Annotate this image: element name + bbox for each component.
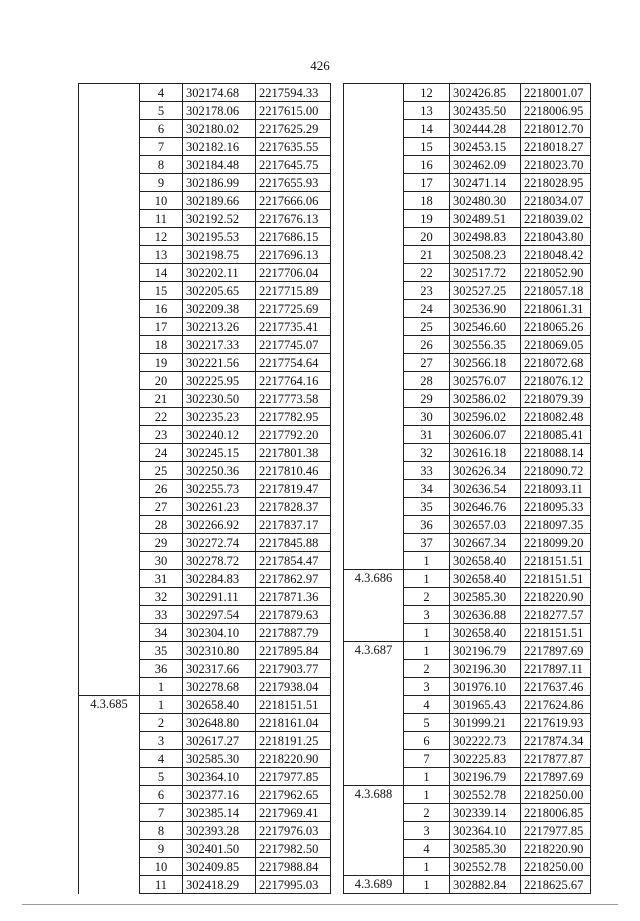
point-number: 8 — [140, 822, 183, 840]
point-number: 1 — [404, 876, 450, 894]
point-number: 24 — [404, 300, 450, 318]
point-number: 27 — [404, 354, 450, 372]
y-coordinate: 2218052.90 — [521, 264, 591, 282]
point-number: 32 — [404, 444, 450, 462]
y-coordinate: 2217624.86 — [521, 696, 591, 714]
section-number: 4.3.688 — [344, 786, 404, 876]
point-number: 29 — [140, 534, 183, 552]
x-coordinate: 302192.52 — [183, 210, 256, 228]
y-coordinate: 2218097.35 — [521, 516, 591, 534]
point-number: 14 — [404, 120, 450, 138]
point-number: 22 — [140, 408, 183, 426]
point-number: 1 — [404, 552, 450, 570]
point-number: 15 — [140, 282, 183, 300]
point-number: 1 — [404, 768, 450, 786]
point-number: 20 — [140, 372, 183, 390]
y-coordinate: 2217969.41 — [256, 804, 331, 822]
x-coordinate: 301965.43 — [450, 696, 521, 714]
x-coordinate: 302240.12 — [183, 426, 256, 444]
point-number: 6 — [140, 786, 183, 804]
table-row — [344, 642, 591, 660]
x-coordinate: 302196.79 — [450, 642, 521, 660]
point-number: 12 — [140, 228, 183, 246]
x-coordinate: 302462.09 — [450, 156, 521, 174]
point-number: 26 — [404, 336, 450, 354]
x-coordinate: 302213.26 — [183, 318, 256, 336]
x-coordinate: 302658.40 — [183, 696, 256, 714]
x-coordinate: 302517.72 — [450, 264, 521, 282]
point-number: 13 — [140, 246, 183, 264]
point-number: 22 — [404, 264, 450, 282]
y-coordinate: 2218061.31 — [521, 300, 591, 318]
point-number: 4 — [404, 696, 450, 714]
y-coordinate: 2218072.68 — [521, 354, 591, 372]
x-coordinate: 302217.33 — [183, 336, 256, 354]
x-coordinate: 302498.83 — [450, 228, 521, 246]
x-coordinate: 302339.14 — [450, 804, 521, 822]
point-number: 9 — [140, 840, 183, 858]
x-coordinate: 302648.80 — [183, 714, 256, 732]
point-number: 31 — [140, 570, 183, 588]
x-coordinate: 302272.74 — [183, 534, 256, 552]
x-coordinate: 302657.03 — [450, 516, 521, 534]
point-number: 16 — [404, 156, 450, 174]
point-number: 31 — [404, 426, 450, 444]
y-coordinate: 2218250.00 — [521, 786, 591, 804]
point-number: 30 — [140, 552, 183, 570]
y-coordinate: 2218093.11 — [521, 480, 591, 498]
point-number: 29 — [404, 390, 450, 408]
y-coordinate: 2218220.90 — [521, 840, 591, 858]
point-number: 1 — [140, 678, 183, 696]
x-coordinate: 302196.79 — [450, 768, 521, 786]
y-coordinate: 2217976.03 — [256, 822, 331, 840]
y-coordinate: 2217977.85 — [521, 822, 591, 840]
y-coordinate: 2217782.95 — [256, 408, 331, 426]
y-coordinate: 2217645.75 — [256, 156, 331, 174]
x-coordinate: 302317.66 — [183, 660, 256, 678]
y-coordinate: 2217854.47 — [256, 552, 331, 570]
x-coordinate: 302617.27 — [183, 732, 256, 750]
y-coordinate: 2217594.33 — [256, 84, 331, 102]
y-coordinate: 2217637.46 — [521, 678, 591, 696]
point-number: 30 — [404, 408, 450, 426]
y-coordinate: 2217862.97 — [256, 570, 331, 588]
x-coordinate: 302250.36 — [183, 462, 256, 480]
x-coordinate: 302221.56 — [183, 354, 256, 372]
y-coordinate: 2217819.47 — [256, 480, 331, 498]
point-number: 8 — [140, 156, 183, 174]
x-coordinate: 301976.10 — [450, 678, 521, 696]
y-coordinate: 2218057.18 — [521, 282, 591, 300]
y-coordinate: 2217962.65 — [256, 786, 331, 804]
x-coordinate: 302585.30 — [450, 840, 521, 858]
x-coordinate: 302636.54 — [450, 480, 521, 498]
x-coordinate: 302304.10 — [183, 624, 256, 642]
y-coordinate: 2218151.51 — [521, 552, 591, 570]
y-coordinate: 2218076.12 — [521, 372, 591, 390]
x-coordinate: 302658.40 — [450, 570, 521, 588]
table-row — [344, 786, 591, 804]
point-number: 21 — [140, 390, 183, 408]
point-number: 36 — [140, 660, 183, 678]
point-number: 4 — [140, 84, 183, 102]
point-number: 7 — [140, 804, 183, 822]
y-coordinate: 2217666.06 — [256, 192, 331, 210]
point-number: 25 — [404, 318, 450, 336]
point-number: 28 — [140, 516, 183, 534]
point-number: 2 — [404, 588, 450, 606]
y-coordinate: 2217845.88 — [256, 534, 331, 552]
point-number: 17 — [140, 318, 183, 336]
x-coordinate: 302546.60 — [450, 318, 521, 336]
point-number: 26 — [140, 480, 183, 498]
point-number: 3 — [140, 732, 183, 750]
point-number: 36 — [404, 516, 450, 534]
point-number: 7 — [140, 138, 183, 156]
section-number: 4.3.689 — [344, 876, 404, 894]
coordinate-table-left-body — [79, 84, 331, 894]
y-coordinate: 2218079.39 — [521, 390, 591, 408]
x-coordinate: 302552.78 — [450, 858, 521, 876]
point-number: 17 — [404, 174, 450, 192]
x-coordinate: 302266.92 — [183, 516, 256, 534]
point-number: 1 — [404, 570, 450, 588]
table-row — [79, 696, 331, 714]
y-coordinate: 2218023.70 — [521, 156, 591, 174]
x-coordinate: 302453.15 — [450, 138, 521, 156]
x-coordinate: 302566.18 — [450, 354, 521, 372]
point-number: 10 — [140, 858, 183, 876]
point-number: 24 — [140, 444, 183, 462]
y-coordinate: 2218048.42 — [521, 246, 591, 264]
y-coordinate: 2217792.20 — [256, 426, 331, 444]
y-coordinate: 2217619.93 — [521, 714, 591, 732]
x-coordinate: 302471.14 — [450, 174, 521, 192]
x-coordinate: 302278.68 — [183, 678, 256, 696]
point-number: 19 — [140, 354, 183, 372]
x-coordinate: 302636.88 — [450, 606, 521, 624]
point-number: 34 — [140, 624, 183, 642]
x-coordinate: 302626.34 — [450, 462, 521, 480]
point-number: 5 — [140, 102, 183, 120]
point-number: 1 — [140, 696, 183, 714]
y-coordinate: 2217988.84 — [256, 858, 331, 876]
y-coordinate: 2218625.67 — [521, 876, 591, 894]
y-coordinate: 2218069.05 — [521, 336, 591, 354]
point-number: 35 — [404, 498, 450, 516]
x-coordinate: 302606.07 — [450, 426, 521, 444]
y-coordinate: 2217745.07 — [256, 336, 331, 354]
y-coordinate: 2218006.95 — [521, 102, 591, 120]
point-number: 6 — [140, 120, 183, 138]
x-coordinate: 302508.23 — [450, 246, 521, 264]
point-number: 32 — [140, 588, 183, 606]
x-coordinate: 302182.16 — [183, 138, 256, 156]
y-coordinate: 2217895.84 — [256, 642, 331, 660]
y-coordinate: 2218088.14 — [521, 444, 591, 462]
coordinate-table-right — [343, 83, 591, 894]
table-row — [344, 570, 591, 588]
y-coordinate: 2218220.90 — [256, 750, 331, 768]
point-number: 21 — [404, 246, 450, 264]
coordinate-table-right-body — [344, 84, 591, 894]
x-coordinate: 302174.68 — [183, 84, 256, 102]
y-coordinate: 2218006.85 — [521, 804, 591, 822]
x-coordinate: 302364.10 — [450, 822, 521, 840]
y-coordinate: 2218277.57 — [521, 606, 591, 624]
point-number: 35 — [140, 642, 183, 660]
x-coordinate: 302377.16 — [183, 786, 256, 804]
x-coordinate: 302255.73 — [183, 480, 256, 498]
table-row — [344, 84, 591, 102]
x-coordinate: 302667.34 — [450, 534, 521, 552]
x-coordinate: 302480.30 — [450, 192, 521, 210]
table-row — [79, 84, 331, 102]
point-number: 3 — [404, 678, 450, 696]
x-coordinate: 302882.84 — [450, 876, 521, 894]
x-coordinate: 301999.21 — [450, 714, 521, 732]
x-coordinate: 302297.54 — [183, 606, 256, 624]
x-coordinate: 302585.30 — [183, 750, 256, 768]
point-number: 2 — [404, 804, 450, 822]
point-number: 19 — [404, 210, 450, 228]
point-number: 4 — [404, 840, 450, 858]
section-number — [79, 84, 140, 696]
x-coordinate: 302364.10 — [183, 768, 256, 786]
y-coordinate: 2217903.77 — [256, 660, 331, 678]
y-coordinate: 2218151.51 — [256, 696, 331, 714]
x-coordinate: 302646.76 — [450, 498, 521, 516]
point-number: 25 — [140, 462, 183, 480]
point-number: 12 — [404, 84, 450, 102]
y-coordinate: 2217897.11 — [521, 660, 591, 678]
point-number: 33 — [404, 462, 450, 480]
x-coordinate: 302209.38 — [183, 300, 256, 318]
y-coordinate: 2217877.87 — [521, 750, 591, 768]
section-number: 4.3.687 — [344, 642, 404, 786]
x-coordinate: 302310.80 — [183, 642, 256, 660]
x-coordinate: 302418.29 — [183, 876, 256, 894]
x-coordinate: 302291.11 — [183, 588, 256, 606]
x-coordinate: 302178.06 — [183, 102, 256, 120]
x-coordinate: 302489.51 — [450, 210, 521, 228]
y-coordinate: 2217625.29 — [256, 120, 331, 138]
y-coordinate: 2217879.63 — [256, 606, 331, 624]
x-coordinate: 302180.02 — [183, 120, 256, 138]
x-coordinate: 302552.78 — [450, 786, 521, 804]
point-number: 18 — [140, 336, 183, 354]
x-coordinate: 302184.48 — [183, 156, 256, 174]
x-coordinate: 302225.95 — [183, 372, 256, 390]
y-coordinate: 2218250.00 — [521, 858, 591, 876]
y-coordinate: 2217725.69 — [256, 300, 331, 318]
x-coordinate: 302556.35 — [450, 336, 521, 354]
section-number: 4.3.685 — [79, 696, 140, 894]
point-number: 33 — [140, 606, 183, 624]
point-number: 34 — [404, 480, 450, 498]
x-coordinate: 302576.07 — [450, 372, 521, 390]
x-coordinate: 302401.50 — [183, 840, 256, 858]
x-coordinate: 302444.28 — [450, 120, 521, 138]
x-coordinate: 302230.50 — [183, 390, 256, 408]
section-number — [344, 84, 404, 570]
y-coordinate: 2217837.17 — [256, 516, 331, 534]
y-coordinate: 2217897.69 — [521, 642, 591, 660]
point-number: 3 — [404, 606, 450, 624]
x-coordinate: 302616.18 — [450, 444, 521, 462]
x-coordinate: 302527.25 — [450, 282, 521, 300]
point-number: 2 — [404, 660, 450, 678]
y-coordinate: 2218085.41 — [521, 426, 591, 444]
x-coordinate: 302658.40 — [450, 624, 521, 642]
x-coordinate: 302235.23 — [183, 408, 256, 426]
x-coordinate: 302409.85 — [183, 858, 256, 876]
y-coordinate: 2217655.93 — [256, 174, 331, 192]
point-number: 6 — [404, 732, 450, 750]
point-number: 14 — [140, 264, 183, 282]
x-coordinate: 302225.83 — [450, 750, 521, 768]
y-coordinate: 2218090.72 — [521, 462, 591, 480]
y-coordinate: 2217938.04 — [256, 678, 331, 696]
y-coordinate: 2217706.04 — [256, 264, 331, 282]
point-number: 16 — [140, 300, 183, 318]
y-coordinate: 2218039.02 — [521, 210, 591, 228]
point-number: 3 — [404, 822, 450, 840]
x-coordinate: 302586.02 — [450, 390, 521, 408]
point-number: 1 — [404, 786, 450, 804]
y-coordinate: 2218099.20 — [521, 534, 591, 552]
coordinate-table-left — [78, 83, 331, 894]
y-coordinate: 2217754.64 — [256, 354, 331, 372]
point-number: 2 — [140, 714, 183, 732]
point-number: 11 — [140, 876, 183, 894]
y-coordinate: 2217676.13 — [256, 210, 331, 228]
x-coordinate: 302205.65 — [183, 282, 256, 300]
point-number: 23 — [404, 282, 450, 300]
y-coordinate: 2218043.80 — [521, 228, 591, 246]
y-coordinate: 2217995.03 — [256, 876, 331, 894]
x-coordinate: 302196.30 — [450, 660, 521, 678]
y-coordinate: 2217686.15 — [256, 228, 331, 246]
y-coordinate: 2218151.51 — [521, 570, 591, 588]
y-coordinate: 2217696.13 — [256, 246, 331, 264]
x-coordinate: 302202.11 — [183, 264, 256, 282]
y-coordinate: 2217715.89 — [256, 282, 331, 300]
y-coordinate: 2217810.46 — [256, 462, 331, 480]
bottom-rule — [22, 904, 618, 905]
point-number: 18 — [404, 192, 450, 210]
point-number: 7 — [404, 750, 450, 768]
x-coordinate: 302195.53 — [183, 228, 256, 246]
point-number: 15 — [404, 138, 450, 156]
point-number: 9 — [140, 174, 183, 192]
y-coordinate: 2217828.37 — [256, 498, 331, 516]
point-number: 1 — [404, 642, 450, 660]
point-number: 5 — [404, 714, 450, 732]
x-coordinate: 302536.90 — [450, 300, 521, 318]
y-coordinate: 2217635.55 — [256, 138, 331, 156]
y-coordinate: 2218082.48 — [521, 408, 591, 426]
point-number: 1 — [404, 624, 450, 642]
point-number: 10 — [140, 192, 183, 210]
y-coordinate: 2217735.41 — [256, 318, 331, 336]
x-coordinate: 302284.83 — [183, 570, 256, 588]
x-coordinate: 302426.85 — [450, 84, 521, 102]
table-row — [344, 876, 591, 894]
x-coordinate: 302435.50 — [450, 102, 521, 120]
x-coordinate: 302278.72 — [183, 552, 256, 570]
point-number: 27 — [140, 498, 183, 516]
point-number: 23 — [140, 426, 183, 444]
point-number: 28 — [404, 372, 450, 390]
y-coordinate: 2218034.07 — [521, 192, 591, 210]
point-number: 37 — [404, 534, 450, 552]
y-coordinate: 2218191.25 — [256, 732, 331, 750]
x-coordinate: 302245.15 — [183, 444, 256, 462]
y-coordinate: 2218001.07 — [521, 84, 591, 102]
y-coordinate: 2217773.58 — [256, 390, 331, 408]
x-coordinate: 302393.28 — [183, 822, 256, 840]
x-coordinate: 302186.99 — [183, 174, 256, 192]
y-coordinate: 2218220.90 — [521, 588, 591, 606]
point-number: 20 — [404, 228, 450, 246]
x-coordinate: 302385.14 — [183, 804, 256, 822]
x-coordinate: 302198.75 — [183, 246, 256, 264]
x-coordinate: 302222.73 — [450, 732, 521, 750]
section-number: 4.3.686 — [344, 570, 404, 642]
point-number: 1 — [404, 858, 450, 876]
y-coordinate: 2217887.79 — [256, 624, 331, 642]
point-number: 11 — [140, 210, 183, 228]
x-coordinate: 302189.66 — [183, 192, 256, 210]
y-coordinate: 2217874.34 — [521, 732, 591, 750]
y-coordinate: 2218095.33 — [521, 498, 591, 516]
y-coordinate: 2218161.04 — [256, 714, 331, 732]
x-coordinate: 302596.02 — [450, 408, 521, 426]
y-coordinate: 2217977.85 — [256, 768, 331, 786]
y-coordinate: 2217764.16 — [256, 372, 331, 390]
y-coordinate: 2218065.26 — [521, 318, 591, 336]
x-coordinate: 302261.23 — [183, 498, 256, 516]
point-number: 13 — [404, 102, 450, 120]
x-coordinate: 302658.40 — [450, 552, 521, 570]
y-coordinate: 2218012.70 — [521, 120, 591, 138]
y-coordinate: 2217871.36 — [256, 588, 331, 606]
y-coordinate: 2218028.95 — [521, 174, 591, 192]
x-coordinate: 302585.30 — [450, 588, 521, 606]
y-coordinate: 2217801.38 — [256, 444, 331, 462]
y-coordinate: 2218151.51 — [521, 624, 591, 642]
y-coordinate: 2217897.69 — [521, 768, 591, 786]
point-number: 5 — [140, 768, 183, 786]
page-number: 426 — [310, 58, 330, 73]
y-coordinate: 2217615.00 — [256, 102, 331, 120]
y-coordinate: 2218018.27 — [521, 138, 591, 156]
y-coordinate: 2217982.50 — [256, 840, 331, 858]
point-number: 4 — [140, 750, 183, 768]
